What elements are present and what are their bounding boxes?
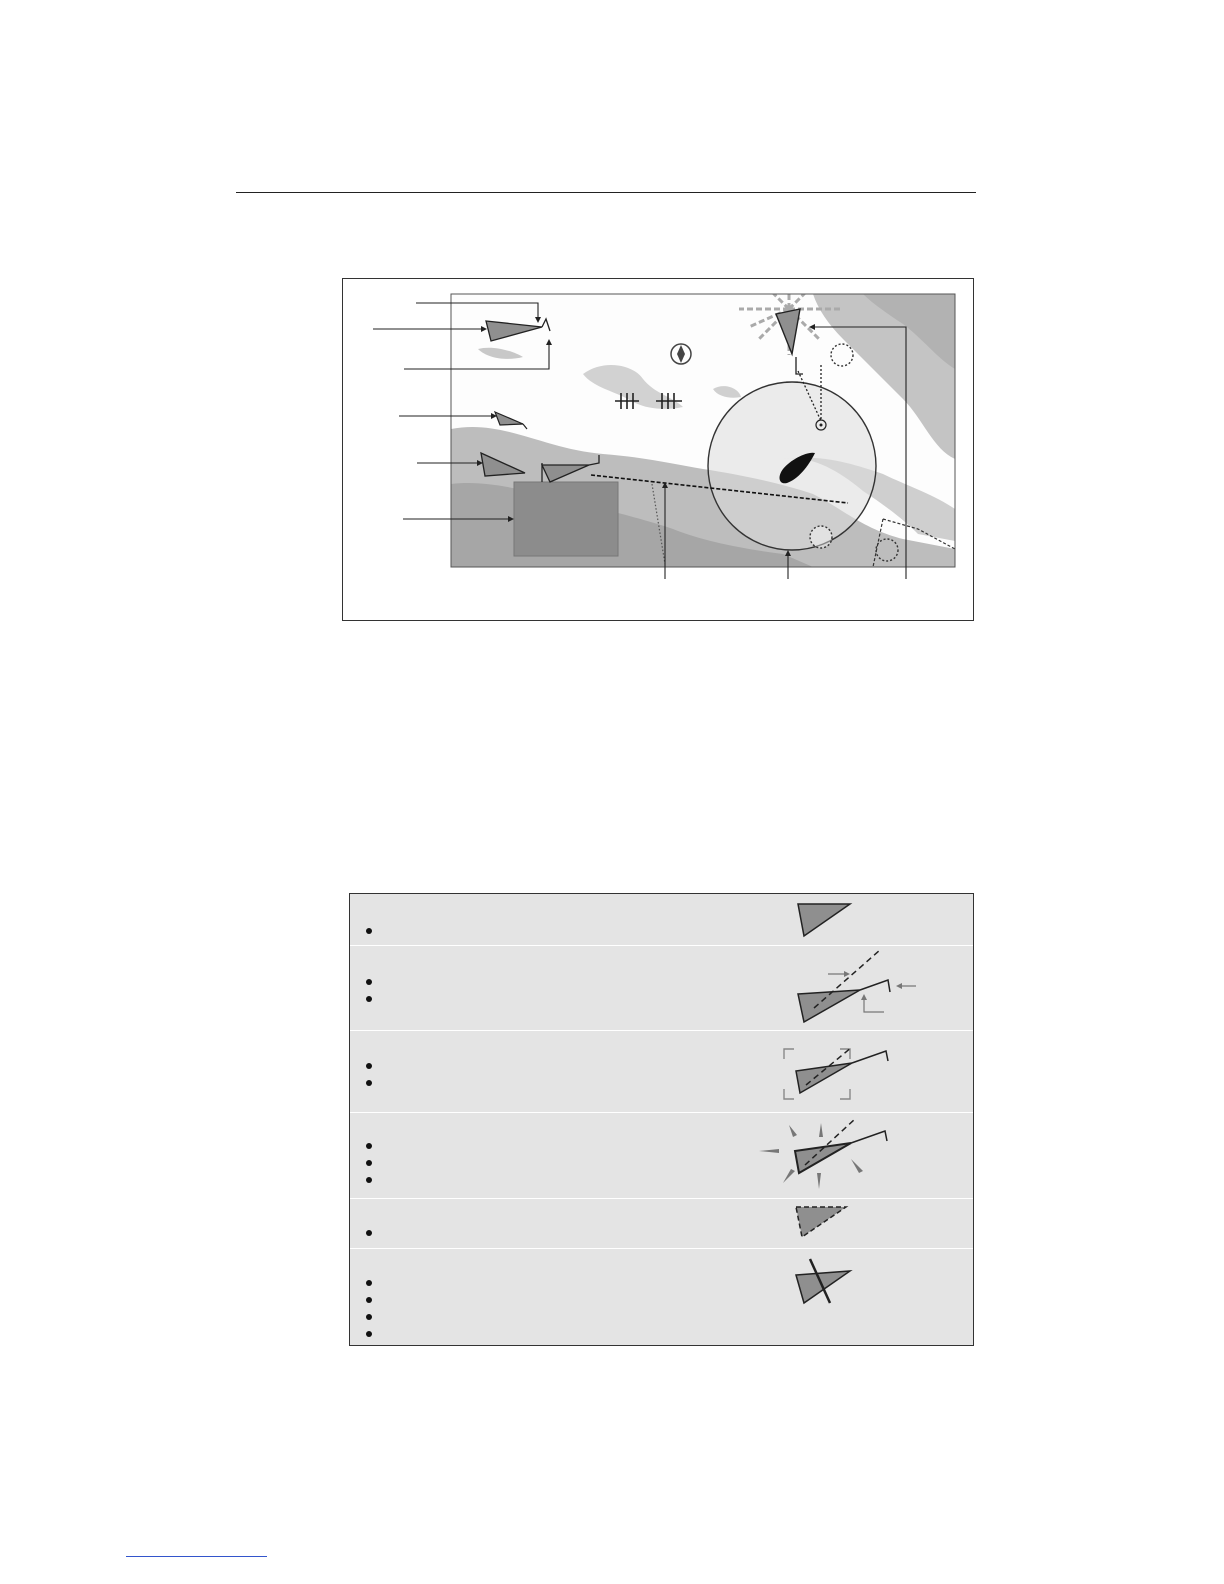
cancelled-target-icon xyxy=(780,1257,860,1313)
table-row xyxy=(350,1031,973,1113)
dangerous-target-icon xyxy=(755,1113,905,1197)
radar-chart-illustration xyxy=(343,279,975,622)
data-box xyxy=(514,482,618,556)
table-row xyxy=(350,1199,973,1249)
header-rule xyxy=(236,192,976,193)
target-symbol-table xyxy=(349,893,974,1346)
table-row xyxy=(350,946,973,1031)
table-row xyxy=(350,1113,973,1199)
target-triangle-icon xyxy=(780,900,860,940)
target-with-vector-icon xyxy=(780,946,930,1030)
table-row xyxy=(350,894,973,946)
selected-target-icon xyxy=(780,1031,900,1111)
radar-chart-figure xyxy=(342,278,974,621)
footer-link-underline xyxy=(126,1556,267,1557)
chart-map-area xyxy=(451,281,955,567)
lost-target-icon xyxy=(780,1203,860,1243)
table-row xyxy=(350,1249,973,1345)
